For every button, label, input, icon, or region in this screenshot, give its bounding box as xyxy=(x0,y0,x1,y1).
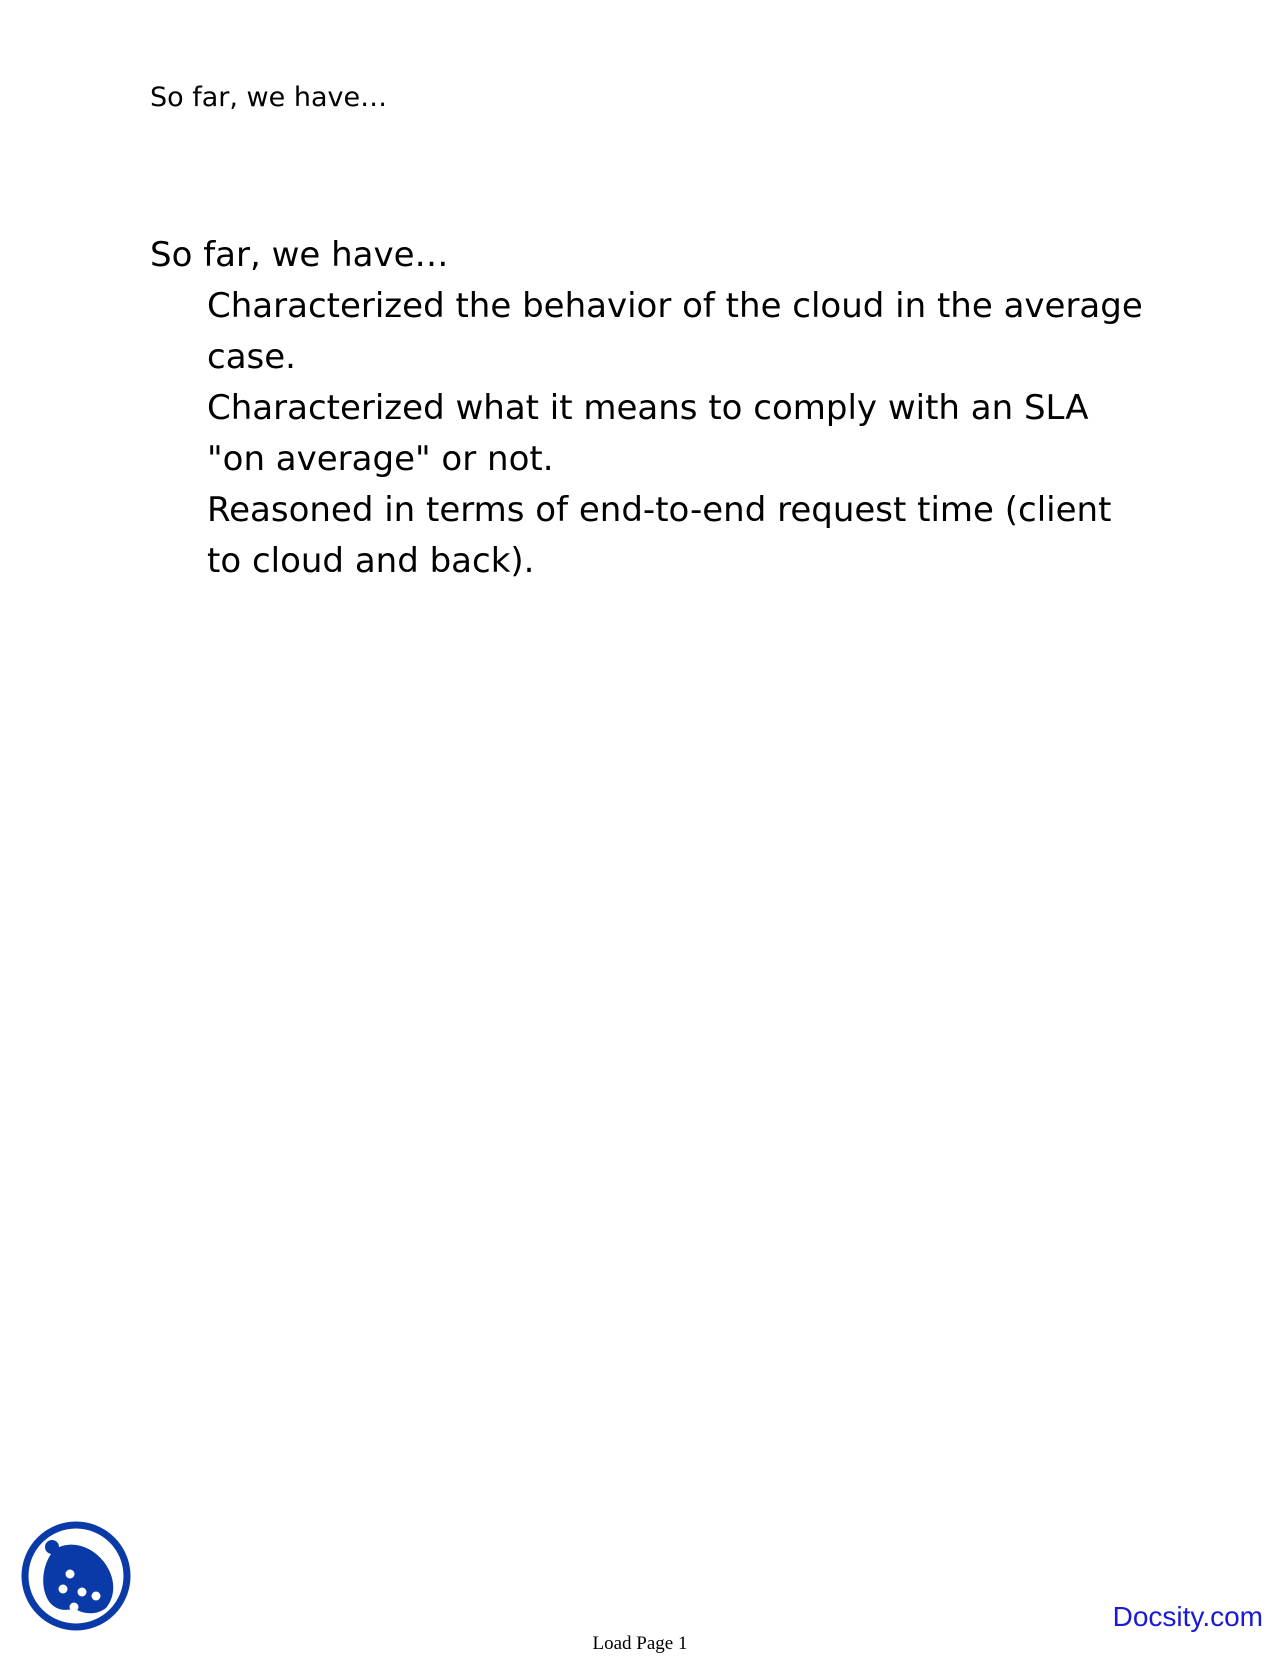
bullet-item: Characterized the behavior of the cloud in the average case. xyxy=(207,286,1143,377)
bullet-list xyxy=(150,281,1150,587)
page-header-title: So far, we have… xyxy=(150,82,388,113)
bullet-item: Characterized what it means to comply with an SLA "on average" or not. xyxy=(207,388,1089,479)
docsity-brand-link[interactable]: Docsity.com xyxy=(1112,1601,1263,1632)
slide-body xyxy=(150,230,1150,587)
docsity-logo-icon[interactable] xyxy=(20,1520,132,1632)
load-page-label[interactable]: Load Page 1 xyxy=(592,1633,688,1654)
bullet-item: Reasoned in terms of end-to-end request time (client to cloud and back). xyxy=(207,490,1112,581)
slide-heading: So far, we have… xyxy=(150,235,449,275)
